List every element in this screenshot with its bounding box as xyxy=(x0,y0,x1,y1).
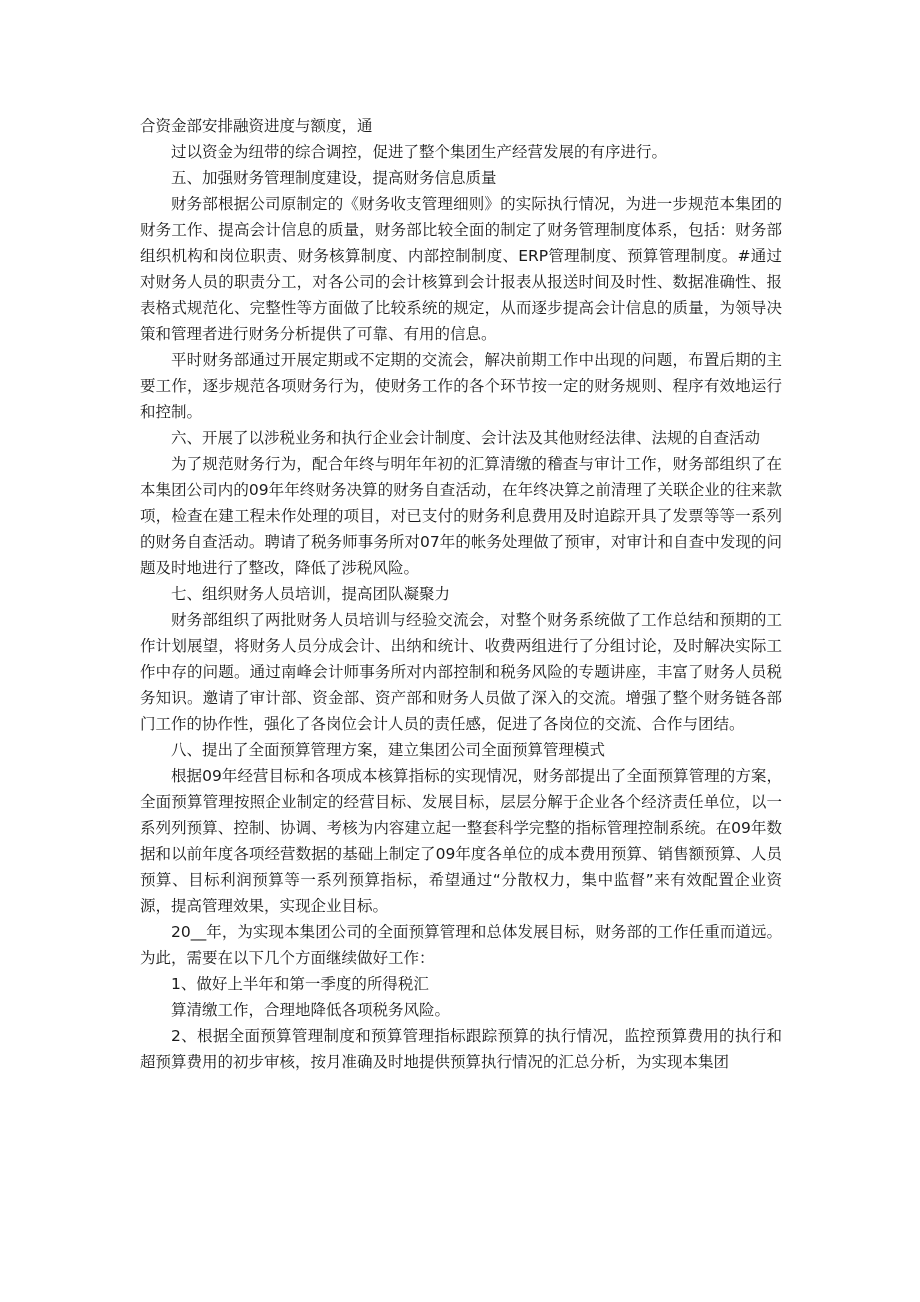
paragraph-12: 20__年，为实现本集团公司的全面预算管理和总体发展目标，财务部的工作任重而道远。为此，需要在以下几个方面继续做好工作： xyxy=(140,923,782,967)
paragraph-1: 合资金部安排融资进度与额度，通 xyxy=(140,117,373,135)
section-heading-5: 五、加强财务管理制度建设，提高财务信息质量 xyxy=(171,169,497,187)
list-item-1: 1、做好上半年和第一季度的所得税汇 xyxy=(171,975,429,993)
paragraph-7: 为了规范财务行为，配合年终与明年年初的汇算清缴的稽查与审计工作，财务部组织了在本集团公司内的09年年终财务决算的财务自查活动，在年终决算之前清理了关联企业的往来款项，检查在建工程未作处理的项目，对已支付的财务利息费用及时追踪开具了发票等等一系列的财务自查活动。聘请了税务师事务所对07年的帐务处理做了预审，对审计和自查中发现的问题及时地进行了整改，降低了涉税风险。 xyxy=(140,455,782,577)
document-body xyxy=(140,113,782,1075)
paragraph-4: 财务部根据公司原制定的《财务收支管理细则》的实际执行情况，为进一步规范本集团的财务工作、提高会计信息的质量，财务部比较全面的制定了财务管理制度体系，包括：财务部组织机构和岗位职责、财务核算制度、内部控制制度、ERP管理制度、预算管理制度。#通过对财务人员的职责分工，对各公司的会计核算到会计报表从报送时间及时性、数据准确性、报表格式规范化、完整性等方面做了比较系统的规定，从而逐步提高会计信息的质量，为领导决策和管理者进行财务分析提供了可靠、有用的信息。 xyxy=(140,195,782,343)
paragraph-9: 财务部组织了两批财务人员培训与经验交流会，对整个财务系统做了工作总结和预期的工作计划展望，将财务人员分成会计、出纳和统计、收费两组进行了分组讨论，及时解决实际工作中存的问题。通过南峰会计师事务所对内部控制和税务风险的专题讲座，丰富了财务人员税务知识。邀请了审计部、资金部、资产部和财务人员做了深入的交流。增强了整个财务链各部门工作的协作性，强化了各岗位会计人员的责任感，促进了各岗位的交流、合作与团结。 xyxy=(140,611,782,733)
section-heading-6: 六、开展了以涉税业务和执行企业会计制度、会计法及其他财经法律、法规的自查活动 xyxy=(171,429,761,447)
paragraph-14: 算清缴工作，合理地降低各项税务风险。 xyxy=(171,1001,451,1019)
paragraph-11: 根据09年经营目标和各项成本核算指标的实现情况，财务部提出了全面预算管理的方案，全面预算管理按照企业制定的经营目标、发展目标，层层分解于企业各个经济责任单位，以一系列列预算、控制、协调、考核为内容建立起一整套科学完整的指标管理控制系统。在09年数据和以前年度各项经营数据的基础上制定了09年度各单位的成本费用预算、销售额预算、人员预算、目标利润预算等一系列预算指标，希望通过“分散权力，集中监督”来有效配置企业资源，提高管理效果，实现企业目标。 xyxy=(140,767,782,915)
section-heading-7: 七、组织财务人员培训，提高团队凝聚力 xyxy=(171,585,451,603)
section-heading-8: 八、提出了全面预算管理方案，建立集团公司全面预算管理模式 xyxy=(171,741,606,759)
list-item-2: 2、根据全面预算管理制度和预算管理指标跟踪预算的执行情况，监控预算费用的执行和超预算费用的初步审核，按月准确及时地提供预算执行情况的汇总分析，为实现本集团 xyxy=(140,1027,782,1071)
paragraph-5: 平时财务部通过开展定期或不定期的交流会，解决前期工作中出现的问题，布置后期的主要工作，逐步规范各项财务行为，使财务工作的各个环节按一定的财务规则、程序有效地运行和控制。 xyxy=(140,351,782,421)
paragraph-2: 过以资金为纽带的综合调控，促进了整个集团生产经营发展的有序进行。 xyxy=(171,143,668,161)
